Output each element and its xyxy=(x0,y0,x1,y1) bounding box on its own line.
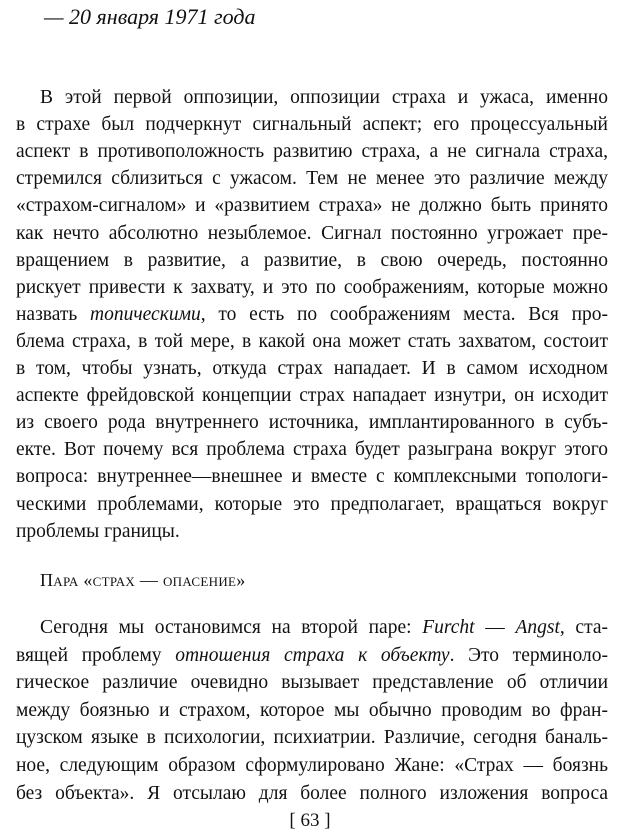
text-line xyxy=(16,518,608,546)
text-line xyxy=(16,752,608,780)
text-segment: Сегодня мы остановимся на второй паре: xyxy=(40,617,423,638)
text-segment: аспекте фрейдовской концепции страх нападает изнутри, он исходит xyxy=(16,385,608,407)
text-line xyxy=(40,614,608,642)
text-segment: «страхом-сигналом» и «развитием страха» не должно быть принято xyxy=(16,195,608,217)
text-segment: , то есть по соображениям места. Вся про- xyxy=(200,303,608,325)
text-segment: аспект в противоположность развитию страха, а не сигнала страха, xyxy=(16,141,608,163)
italic-text: топическими xyxy=(90,303,201,325)
text-segment: цузском языке в психологии, психиатрии. Различие, сегодня баналь- xyxy=(16,727,608,749)
text-line xyxy=(16,274,608,302)
text-segment: — xyxy=(474,617,516,638)
text-line xyxy=(16,138,608,166)
text-line xyxy=(16,780,608,808)
text-line xyxy=(16,669,608,697)
text-line xyxy=(16,382,608,410)
text-segment: блема страха, в той мере, в какой она может стать захватом, состоит xyxy=(16,330,608,352)
text-line xyxy=(16,463,608,491)
text-segment: из своего рода внутреннего источника, имплантированного в субъ- xyxy=(16,412,608,434)
text-segment: , ста- xyxy=(559,617,608,638)
text-line xyxy=(16,111,608,139)
text-segment: вращением в развитие, а развитие, в свою очередь, постоянно xyxy=(16,249,608,271)
text-line xyxy=(40,84,608,112)
text-segment: ное, следующим образом сформулировано Жане: «Страх — боязнь xyxy=(16,755,608,776)
text-line xyxy=(16,436,608,464)
text-line xyxy=(16,491,608,519)
text-segment: стремился сблизиться с ужасом. Тем не менее это различие между xyxy=(16,168,608,190)
text-line xyxy=(16,328,608,356)
text-segment: вопроса: внутреннее—внешнее и вместе с комплексными топологи- xyxy=(16,466,608,488)
text-segment: назвать xyxy=(16,303,91,325)
section-heading: Пара «страх — опасение» xyxy=(40,570,246,590)
text-segment: екте. Вот почему вся проблема страха будет разыграна вокруг этого xyxy=(16,439,608,461)
text-segment: в том, чтобы узнать, откуда страх нападает. И в самом исходном xyxy=(16,358,608,379)
text-segment: в страхе был подчеркнут сигнальный аспект; его процессуальный xyxy=(16,114,608,136)
text-segment: вящей проблему xyxy=(16,644,176,666)
text-segment: ческими проблемами, которые это предполагает, вращаться вокруг xyxy=(16,493,608,515)
text-segment: как нечто абсолютно незыблемое. Сигнал постоянно угрожает пре- xyxy=(16,222,608,244)
text-line xyxy=(16,355,608,383)
italic-text: Furcht xyxy=(422,617,475,638)
text-line xyxy=(16,192,608,220)
text-segment: без объекта». Я отсылаю для более полного изложения вопроса xyxy=(16,782,608,804)
date-line: — 20 января 1971 года xyxy=(44,4,256,29)
text-line xyxy=(16,165,608,193)
text-line xyxy=(16,409,608,437)
text-segment: рискует привести к захвату, и это по соображениям, которые можно xyxy=(16,276,608,298)
text-line xyxy=(16,724,608,752)
text-segment: между боязнью и страхом, которое мы обычно проводим во фран- xyxy=(16,699,608,721)
text-segment: В этой первой оппозиции, оппозиции страха и ужаса, именно xyxy=(40,87,608,108)
text-line xyxy=(16,301,608,329)
text-segment: . Это терминоло- xyxy=(449,644,608,666)
italic-text: Angst xyxy=(515,617,560,638)
text-segment: гическое различие очевидно вызывает представление об отличии xyxy=(16,672,608,694)
text-line xyxy=(16,642,608,670)
italic-text: отношения страха к объекту xyxy=(175,644,450,666)
page-number: [ 63 ] xyxy=(289,810,331,831)
text-line xyxy=(16,220,608,248)
text-segment: проблемы границы. xyxy=(16,520,180,542)
text-line xyxy=(16,697,608,725)
text-line xyxy=(16,247,608,275)
